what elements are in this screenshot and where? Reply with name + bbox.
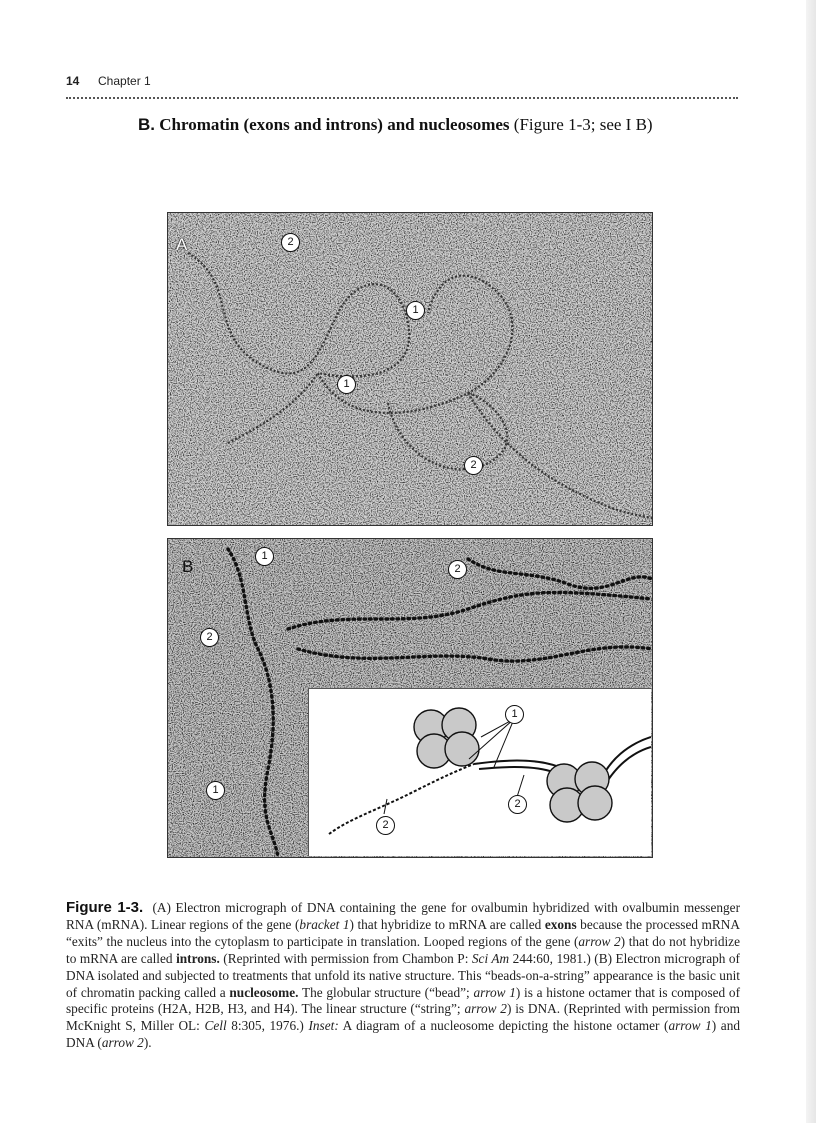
caption-italic: arrow 2 — [464, 1001, 507, 1017]
inset-callout-dna-right: 2 — [508, 795, 527, 814]
caption-text: ) and DNA ( — [66, 1018, 740, 1051]
caption-text: ) is a histone octamer that is composed of specific proteins (H2A, H2B, H3, and H4). The linear structure (“string”; — [66, 984, 740, 1017]
caption-italic: Cell — [204, 1018, 227, 1034]
running-head — [66, 72, 738, 96]
panel-b-callout-arrow-2-left: 2 — [200, 628, 219, 647]
caption-text: 244:60, 1981.) (B) Electron micrograph of DNA isolated and subjected to treatments that unfold its native structure. This “beads-on-a-string” appearance is the basic unit of chromatin packing called a — [66, 950, 740, 1000]
panel-a-callout-bracket-1-left: 1 — [337, 375, 356, 394]
section-title: Chromatin (exons and introns) and nucleosomes — [159, 115, 510, 134]
caption-text: ). — [143, 1035, 152, 1051]
caption-italic: Sci Am — [471, 950, 510, 966]
micrograph-panel-a — [167, 212, 653, 526]
caption-text: ) that do not hybridize to mRNA are called — [66, 933, 740, 966]
caption-term-exons: exons — [544, 916, 577, 932]
caption-text: ) is DNA. (Reprinted with permission from McKnight S, Miller OL: — [66, 1001, 740, 1034]
caption-text: The globular structure (“bead”; — [298, 984, 474, 1000]
figure-label: Figure 1-3. — [66, 899, 144, 916]
panel-b-callout-arrow-1-top: 1 — [255, 547, 274, 566]
caption-term-nucleosome: nucleosome. — [229, 984, 299, 1000]
panel-a-callout-bracket-1-top: 1 — [406, 301, 425, 320]
panel-a-callout-arrow-2-bottom: 2 — [464, 456, 483, 475]
caption-italic: arrow 2 — [578, 933, 621, 949]
caption-italic: arrow 1 — [473, 984, 516, 1000]
nucleosome-inset — [308, 688, 651, 856]
micrograph-a-image — [168, 213, 652, 525]
section-letter: B. — [138, 115, 155, 134]
caption-text: because the processed mRNA “exits” the nucleus into the cytoplasm to participate in translation. Looped regions of the gene ( — [66, 916, 740, 949]
panel-b-letter: B — [182, 557, 194, 576]
caption-text: (Reprinted with permission from Chambon P: — [219, 950, 472, 966]
caption-text: ) that hybridize to mRNA are called — [349, 916, 545, 932]
caption-text: A diagram of a nucleosome depicting the histone octamer ( — [338, 1018, 669, 1034]
panel-b-callout-arrow-2-right: 2 — [448, 560, 467, 579]
caption-italic: arrow 2 — [101, 1035, 144, 1051]
inset-callout-dna-left: 2 — [376, 816, 395, 835]
nucleosome-diagram — [309, 689, 651, 856]
caption-text: 8:305, 1976.) — [226, 1018, 309, 1034]
inset-callout-histone: 1 — [505, 705, 524, 724]
panel-a-letter: A — [176, 235, 188, 254]
caption-italic: arrow 1 — [668, 1018, 712, 1034]
section-reference: (Figure 1-3; see I B) — [513, 115, 653, 134]
figure-caption — [66, 900, 740, 1052]
section-heading — [138, 115, 698, 135]
scan-edge — [806, 0, 816, 1123]
caption-italic: bracket 1 — [299, 916, 350, 932]
chapter-label: Chapter 1 — [98, 74, 151, 88]
caption-italic: Inset: — [308, 1018, 339, 1034]
histone-octamer-2 — [547, 762, 612, 822]
page-number: 14 — [66, 74, 80, 88]
caption-term-introns: introns. — [176, 950, 220, 966]
panel-a-callout-arrow-2-top: 2 — [281, 233, 300, 252]
caption-text: (A) Electron micrograph of DNA containing the gene for ovalbumin hybridized with ovalbumin messenger RNA (mRNA). Linear regions of the gene ( — [66, 900, 740, 932]
header-divider — [66, 97, 738, 99]
panel-b-callout-arrow-1-bottom: 1 — [206, 781, 225, 800]
